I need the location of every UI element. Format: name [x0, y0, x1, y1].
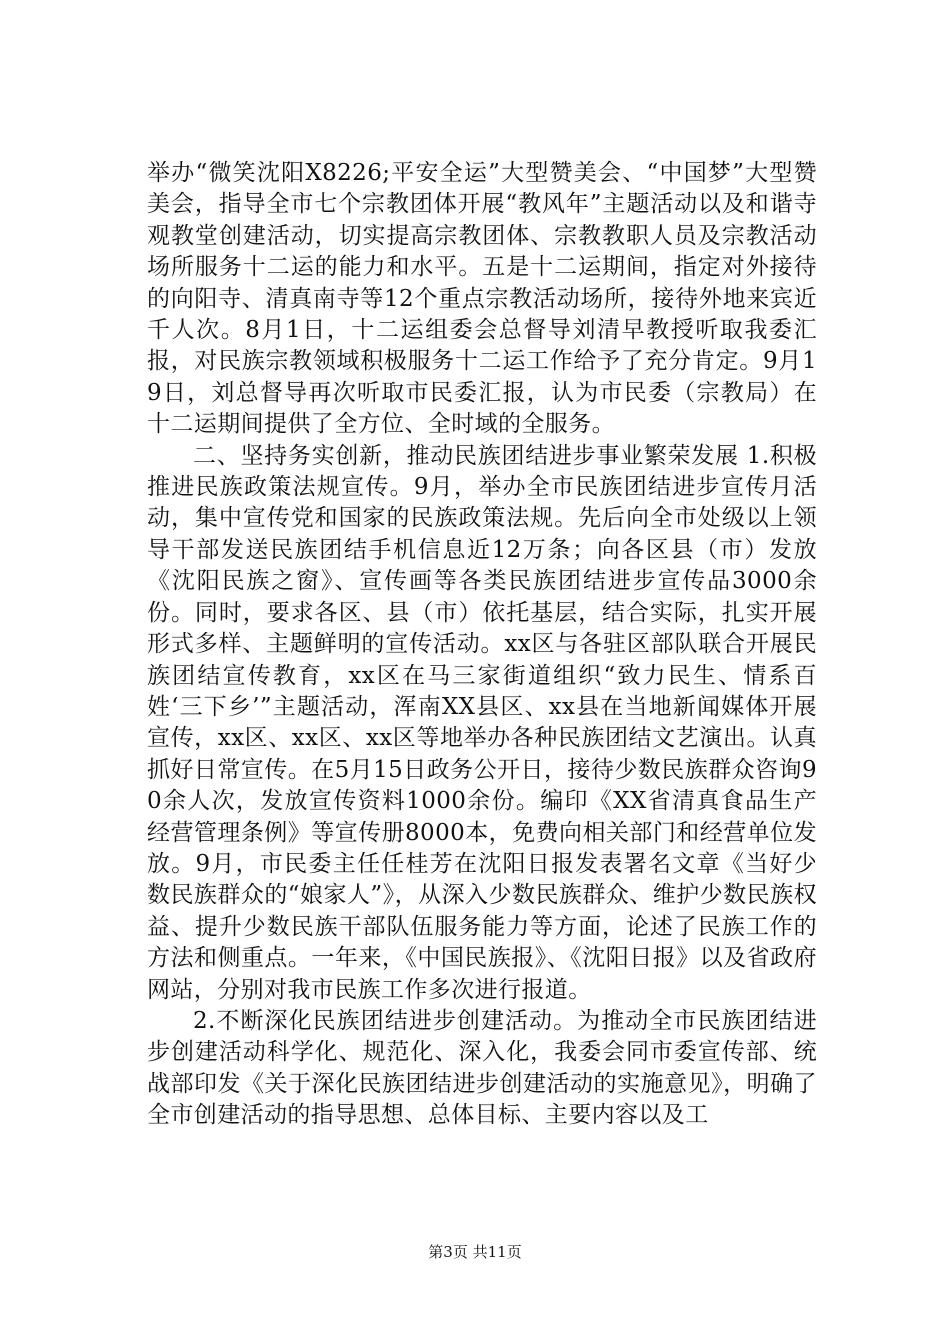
- document-body: [147, 158, 817, 1132]
- paragraph-1: 举办“微笑沈阳X8226;平安全运”大型赞美会、“中国梦”大型赞美会，指导全市七个宗教团体开展“教风年”主题活动以及和谐寺观教堂创建活动，切实提高宗教团体、宗教教职人员及宗教活动场所服务十二运的能力和水平。五是十二运期间，指定对外接待的向阳寺、清真南寺等12个重点宗教活动场所，接待外地来宾近千人次。8月1日，十二运组委会总督导刘清早教授听取我委汇报，对民族宗教领域积极服务十二运工作给予了充分肯定。9月19日，刘总督导再次听取市民委汇报，认为市民委（宗教局）在十二运期间提供了全方位、全时域的全服务。: [147, 160, 817, 438]
- page-number-footer: 第3页 共11页: [428, 1243, 522, 1261]
- paragraph-3: 2.不断深化民族团结进步创建活动。为推动全市民族团结进步创建活动科学化、规范化、深入化，我委会同市委宣传部、统战部印发《关于深化民族团结进步创建活动的实施意见》，明确了全市创建活动的指导思想、总体目标、主要内容以及工: [147, 1007, 817, 1129]
- paragraph-2: 二、坚持务实创新，推动民族团结进步事业繁荣发展 1.积极推进民族政策法规宣传。9月，举办全市民族团结进步宣传月活动，集中宣传党和国家的民族政策法规。先后向全市处级以上领导干部发送民族团结手机信息近12万条；向各区县（市）发放《沈阳民族之窗》、宣传画等各类民族团结进步宣传品3000余份。同时，要求各区、县（市）依托基层，结合实际，扎实开展形式多样、主题鲜明的宣传活动。xx区与各驻区部队联合开展民族团结宣传教育，xx区在马三家街道组织“致力民生、情系百姓‘三下乡’”主题活动，浑南XX县区、xx县在当地新闻媒体开展宣传，xx区、xx区、xx区等地举办各种民族团结文艺演出。认真抓好日常宣传。在5月15日政务公开日，接待少数民族群众咨询90余人次，发放宣传资料1000余份。编印《XX省清真食品生产经营管理条例》等宣传册8000本，免费向相关部门和经营单位发放。9月，市民委主任任桂芳在沈阳日报发表署名文章《当好少数民族群众的“娘家人”》，从深入少数民族群众、维护少数民族权益、提升少数民族干部队伍服务能力等方面，论述了民族工作的方法和侧重点。一年来，《中国民族报》、《沈阳日报》以及省政府网站，分别对我市民族工作多次进行报道。: [147, 442, 817, 1003]
